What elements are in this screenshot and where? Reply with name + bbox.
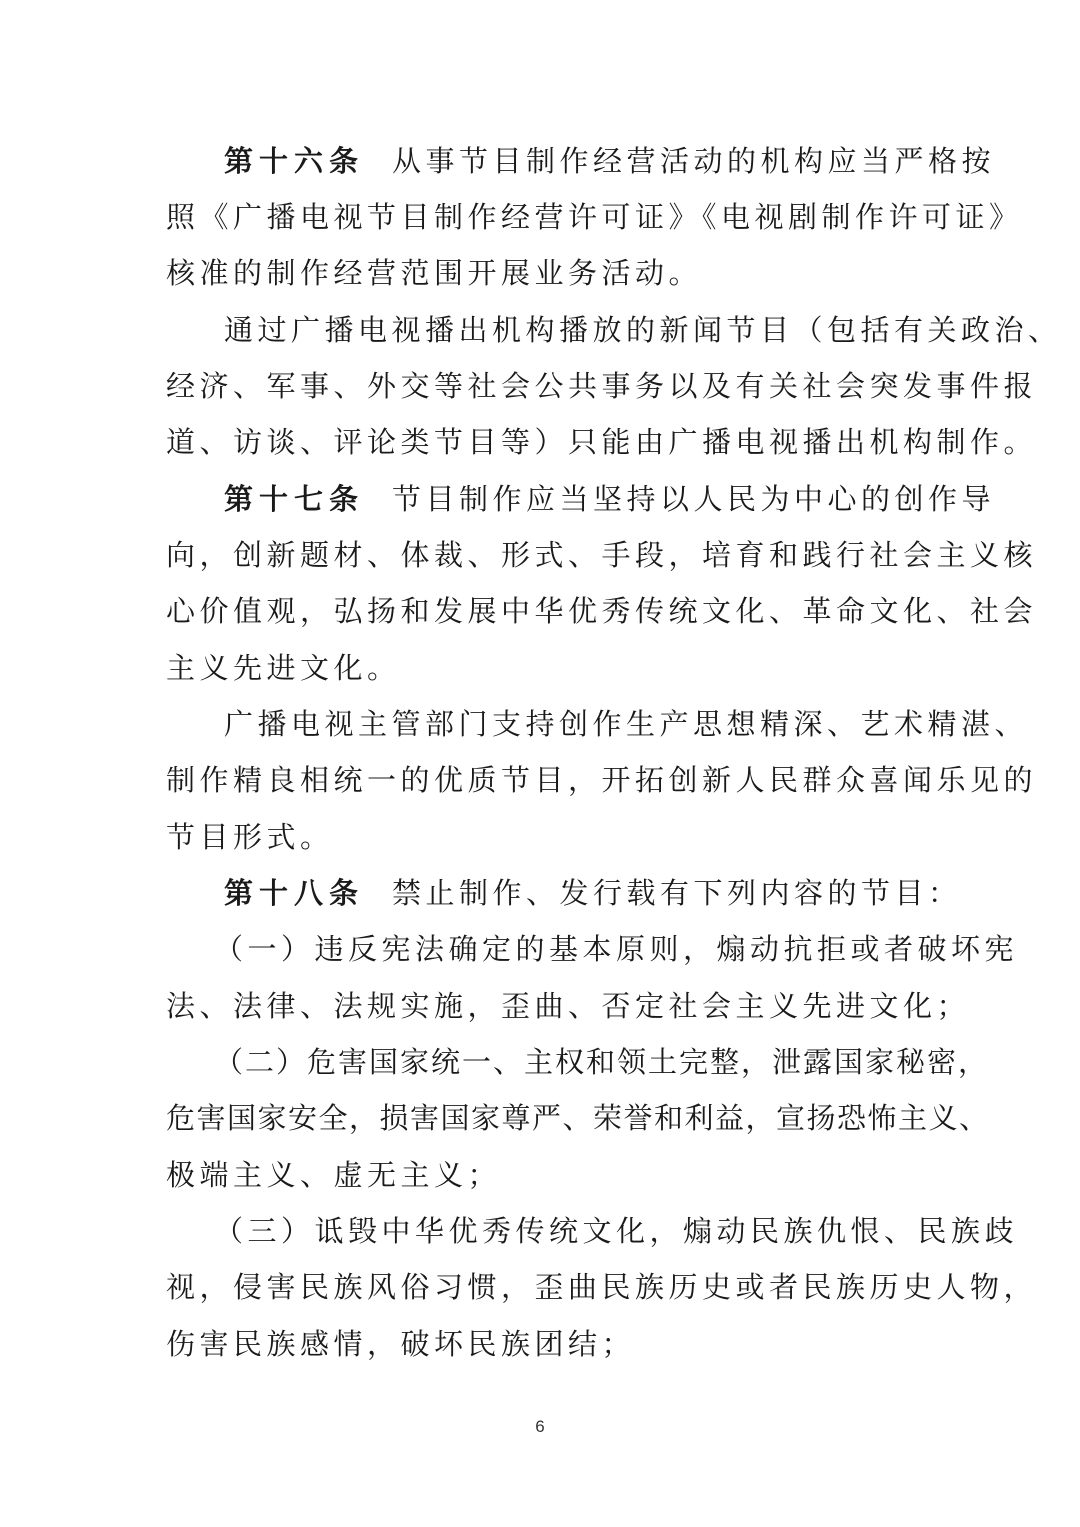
text-line: 经济、军事、外交等社会公共事务以及有关社会突发事件报 (166, 369, 1038, 403)
text-line (224, 141, 995, 181)
text-line: 极端主义、虚无主义； (166, 1158, 502, 1192)
text-line: 广播电视主管部门支持创作生产思想精深、艺术精湛、 (224, 707, 1029, 741)
text-line: 伤害民族感情，破坏民族团结； (166, 1327, 636, 1361)
text-line: 心价值观，弘扬和发展中华优秀传统文化、革命文化、社会 (166, 594, 1038, 628)
text-line: （一）违反宪法确定的基本原则，煽动抗拒或者破坏宪 (214, 932, 1019, 966)
line-text: 节目制作应当坚持以人民为中心的创作导 (392, 482, 996, 516)
text-line: 视，侵害民族风俗习惯，歪曲民族历史或者民族历史人物， (166, 1270, 1038, 1304)
text-line: 向，创新题材、体裁、形式、手段，培育和践行社会主义核 (166, 538, 1038, 572)
text-line (224, 479, 995, 519)
text-line: 节目形式。 (166, 820, 334, 854)
text-line: （三）诋毁中华优秀传统文化，煽动民族仇恨、民族歧 (214, 1214, 1019, 1248)
text-line: 照《广播电视节目制作经营许可证》《电视剧制作许可证》 (166, 200, 1023, 234)
text-line: 道、访谈、评论类节目等）只能由广播电视播出机构制作。 (166, 425, 1038, 459)
text-line: 核准的制作经营范围开展业务活动。 (166, 256, 703, 290)
text-line: 主义先进文化。 (166, 651, 401, 685)
text-line: 法、法律、法规实施，歪曲、否定社会主义先进文化； (166, 989, 971, 1023)
article-heading: 第十七条 (224, 482, 365, 516)
text-line: 制作精良相统一的优质节目，开拓创新人民群众喜闻乐见的 (166, 763, 1038, 797)
text-line: （二）危害国家统一、主权和领土完整，泄露国家秘密， (214, 1045, 990, 1079)
line-text: 从事节目制作经营活动的机构应当严格按 (392, 144, 996, 178)
text-line: 危害国家安全，损害国家尊严、荣誉和利益，宣扬恐怖主义、 (166, 1101, 990, 1135)
article-heading: 第十六条 (224, 144, 365, 178)
article-heading: 第十八条 (224, 876, 365, 910)
page-number: 6 (535, 1417, 545, 1436)
line-text: 禁止制作、发行载有下列内容的节目： (392, 876, 962, 910)
text-line: 通过广播电视播出机构播放的新闻节目（包括有关政治、 (224, 313, 1062, 347)
text-line (224, 873, 962, 913)
